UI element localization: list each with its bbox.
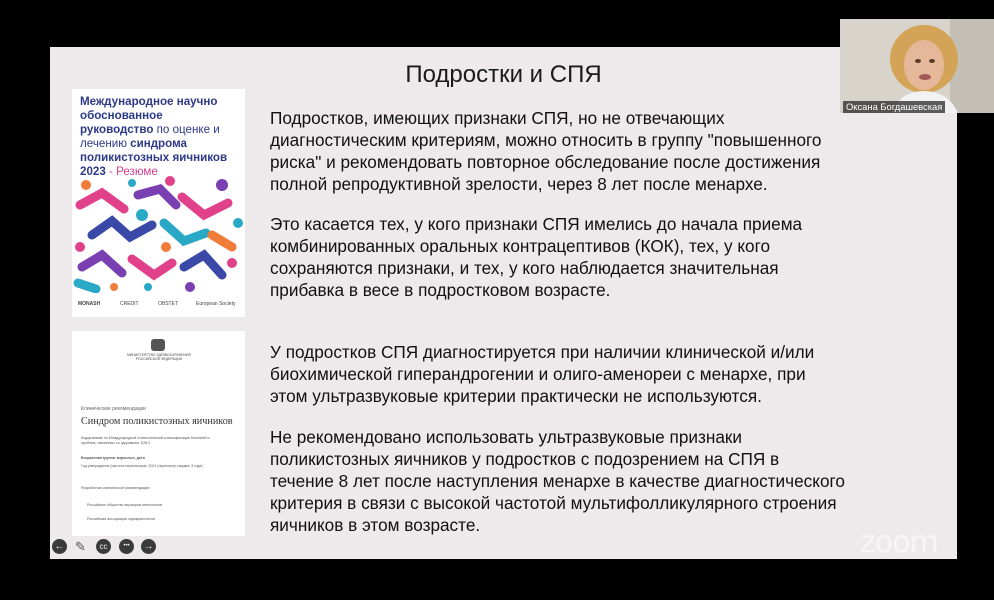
paragraph-ultrasound: Не рекомендовано использовать ультразвуковые признаки поликистозных яичников у подростков с подозрением на СПЯ в течение 8 лет после наступления менархе в качестве диагностического критерия в связи с высокой частотой мультифолликулярного строения яичников в этом возрасте. bbox=[270, 427, 845, 535]
guideline-cover-title: Международное научно обоснованное руководство по оценке и лечению синдрома поликистозных яичников 2023 - Резюме bbox=[80, 95, 228, 178]
more-options-button[interactable]: ••• bbox=[119, 539, 134, 554]
logo-monash: MONASH bbox=[78, 301, 101, 307]
partner-logos bbox=[78, 295, 244, 313]
paragraph-diagnosis: У подростков СПЯ диагностируется при наличии клинической и/или биохимической гиперандрогении и олиго-аменореи с менархе, при этом ультразвуковые критерии практически не используются. bbox=[270, 342, 815, 406]
emblem-icon bbox=[151, 339, 165, 351]
doc-line: Разработчик клинической рекомендации: bbox=[81, 486, 151, 490]
doc-line: Российское общество акушеров-гинекологов bbox=[87, 503, 163, 507]
slide-title: Подростки и СПЯ bbox=[405, 61, 602, 88]
paragraph-coc: Это касается тех, у кого признаки СПЯ имелись до начала приема комбинированных оральных контрацептивов (КОК), тех, у кого сохраняются признаки, и тех, у кого наблюдается значительная прибавка в весе в подростковом возрасте. bbox=[270, 214, 803, 300]
paragraph-risk-group: Подростков, имеющих признаки СПЯ, но не отвечающих диагностическим критериям, можно относить в группу "повышенного риска" и рекомендовать повторное обследование после достижения полной репродуктивной зрелости, через 8 лет после менархе. bbox=[270, 108, 822, 194]
previous-slide-button[interactable]: ← bbox=[52, 539, 67, 554]
doc-line: Кодирование по Международной статистической классификации болезней и bbox=[81, 436, 210, 440]
doc-kind: Клинические рекомендации bbox=[81, 406, 146, 412]
subtitles-button[interactable]: cc bbox=[96, 539, 111, 554]
molecule-pattern-art bbox=[72, 175, 245, 293]
doc-line: Российская ассоциация эндокринологов bbox=[87, 517, 155, 521]
zoom-watermark: zoom bbox=[860, 525, 938, 560]
participant-video-frame bbox=[840, 19, 994, 113]
ministry-caption: МИНИСТЕРСТВО ЗДРАВООХРАНЕНИЯ РОССИЙСКОЙ ФЕДЕРАЦИИ bbox=[127, 353, 191, 361]
logo-european-society: European Society bbox=[196, 301, 236, 307]
participant-video-tile[interactable] bbox=[840, 19, 994, 113]
doc-line: Год утверждения (частота пересмотра): 2021 (пересмотр каждые 3 года) bbox=[81, 464, 203, 468]
doc-line: проблем, связанных со здоровьем: E28.2 bbox=[81, 441, 151, 445]
clinical-recommendations-image bbox=[72, 331, 245, 536]
next-slide-button[interactable]: → bbox=[141, 539, 156, 554]
pen-icon[interactable]: ✎ bbox=[75, 539, 86, 554]
doc-title: Синдром поликистозных яичников bbox=[81, 416, 233, 427]
logo-credit: CREDIT bbox=[120, 301, 139, 307]
doc-line: Возрастная группа: взрослые, дети bbox=[81, 456, 145, 460]
presentation-slide bbox=[50, 47, 957, 559]
logo-obstet: OBSTET bbox=[158, 301, 179, 307]
participant-name-label: Оксана Богдашевская bbox=[843, 101, 945, 113]
guideline-cover-image bbox=[72, 89, 245, 317]
